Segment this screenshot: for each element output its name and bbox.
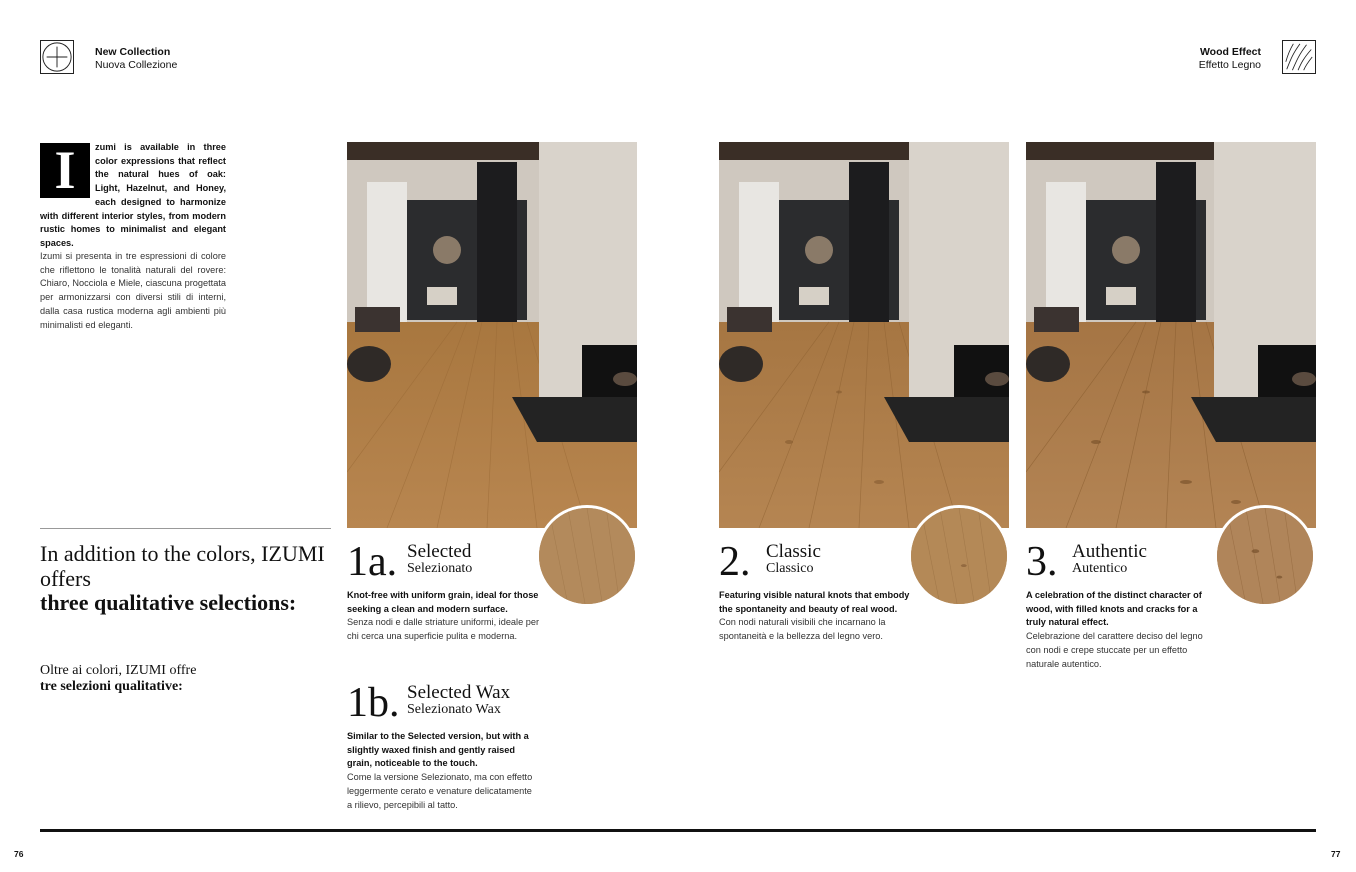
divider <box>40 528 331 529</box>
selection-desc-it: Senza nodi e dalle striature uniformi, ideale per chi cerca una superficie pulita e moderna. <box>347 617 540 642</box>
swatch-selected <box>536 505 638 607</box>
selection-name-en: Selected <box>407 541 472 562</box>
subheadline-bold: tre selezioni qualitative: <box>40 678 183 694</box>
selection-desc-en: Similar to the Selected version, but with a slightly waxed finish and gently raised grain, noticeable to the touch. <box>347 731 529 769</box>
plus-circle-icon <box>40 40 74 74</box>
swatch-authentic <box>1214 505 1316 607</box>
selection-number: 1a. <box>347 539 398 585</box>
headline-bold: three qualitative selections: <box>40 590 297 615</box>
footer-rule <box>40 829 1316 832</box>
selection-number: 3. <box>1026 539 1058 585</box>
room-photo-authentic <box>1026 142 1316 528</box>
selection-desc-it: Celebrazione del carattere deciso del legno con nodi e crepe stuccate per un effetto naturale autentico. <box>1026 631 1203 669</box>
page-number-right: 77 <box>1331 849 1341 859</box>
selection-title <box>766 543 821 576</box>
selection-number: 2. <box>719 539 751 585</box>
selection-name-it: Classico <box>766 561 814 576</box>
intro-en <box>40 141 226 251</box>
selection-name-en: Classic <box>766 541 821 562</box>
dropcap: I <box>40 143 90 198</box>
selection-description <box>1026 589 1212 671</box>
page-number-left: 76 <box>14 849 24 859</box>
header-right <box>1199 46 1261 72</box>
selection-description <box>719 589 919 644</box>
selection-number: 1b. <box>347 680 400 726</box>
selection-title <box>1072 543 1147 576</box>
header-right-title: Wood Effect <box>1199 46 1261 58</box>
selection-name-en: Authentic <box>1072 541 1147 562</box>
selection-desc-it: Come la versione Selezionato, ma con effetto leggermente cerato e venature delicatamente a rilievo, percepibili al tatto. <box>347 772 533 810</box>
subheadline <box>40 663 330 694</box>
selection-name-it: Selezionato Wax <box>407 702 501 717</box>
intro-it: Izumi si presenta in tre espressioni di colore che riflettono le tonalità naturali del rovere: Chiaro, Nocciola e Miele, ciascuna progettata per armonizzarsi con diversi stili di interni, dalla casa rustica moderna agli ambienti più minimalisti ed eleganti. <box>40 251 226 330</box>
intro-en-text: zumi is available in three color expressions that reflect the natural hues of oak: Light, Hazelnut, and Honey, each designed to harmonize with different interior styles, from modern rustic homes to minimalist and elegant spaces. <box>40 142 226 248</box>
selection-desc-en: A celebration of the distinct character of wood, with filled knots and cracks for a truly natural effect. <box>1026 590 1202 628</box>
selection-desc-en: Knot-free with uniform grain, ideal for those seeking a clean and modern surface. <box>347 590 539 614</box>
header-left-subtitle: Nuova Collezione <box>95 59 178 71</box>
selection-name-it: Selezionato <box>407 561 473 576</box>
selection-description <box>347 730 537 812</box>
selection-title <box>407 543 472 576</box>
selection-desc-it: Con nodi naturali visibili che incarnano la spontaneità e la bellezza del legno vero. <box>719 617 886 642</box>
swatch-classic <box>908 505 1010 607</box>
header-right-subtitle: Effetto Legno <box>1198 59 1261 71</box>
header-left-title: New Collection <box>95 46 171 58</box>
room-photo-selected <box>347 142 637 528</box>
selection-title <box>407 684 510 717</box>
selection-desc-en: Featuring visible natural knots that embody the spontaneity and beauty of real wood. <box>719 590 910 614</box>
room-photo-classic <box>719 142 1009 528</box>
subheadline-regular: Oltre ai colori, IZUMI offre <box>40 663 197 678</box>
headline-regular: In addition to the colors, IZUMI offers <box>40 541 325 591</box>
selection-name-it: Autentico <box>1072 561 1128 576</box>
wood-grain-icon <box>1282 40 1316 74</box>
header-left <box>95 46 177 72</box>
selection-name-en: Selected Wax <box>407 682 511 703</box>
selection-description <box>347 589 542 644</box>
headline <box>40 542 330 616</box>
